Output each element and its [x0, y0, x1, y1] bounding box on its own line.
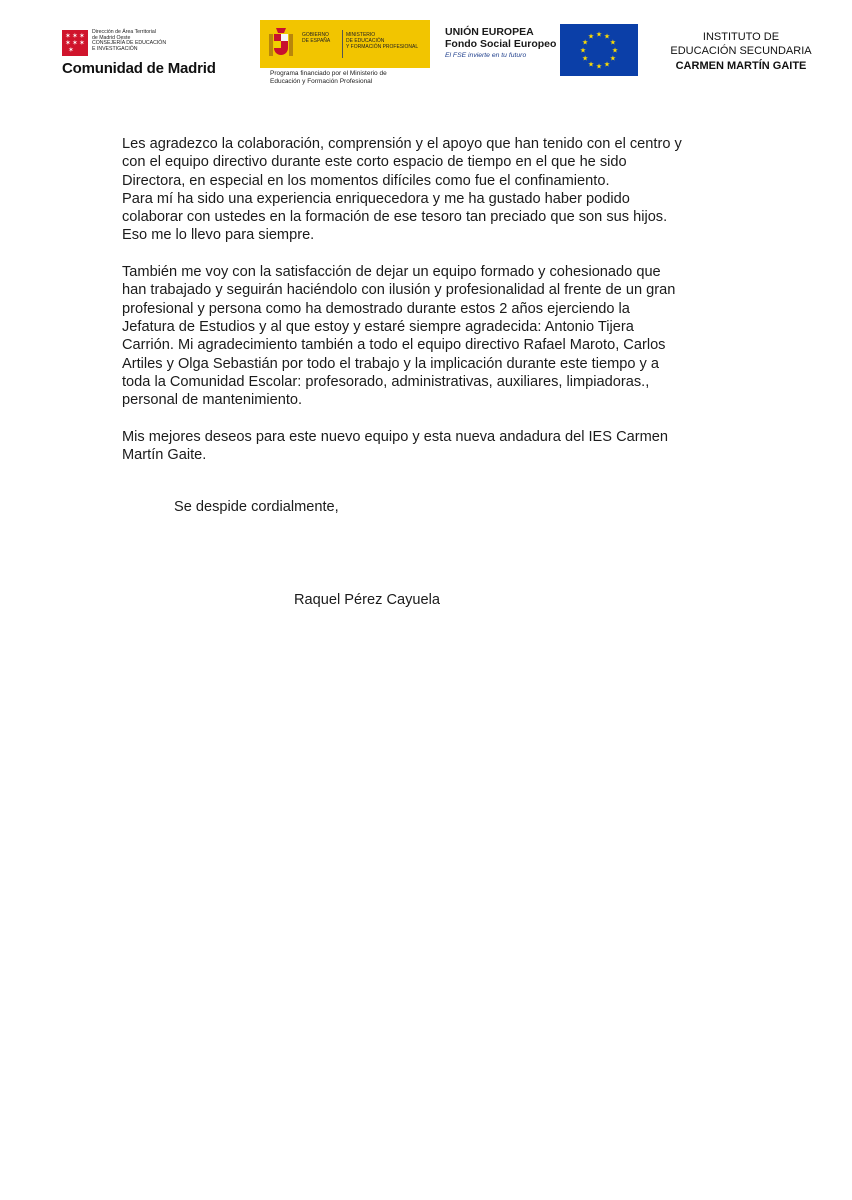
eu-flag-icon	[560, 24, 638, 76]
letter-body	[122, 135, 742, 483]
madrid-small-line: de Madrid Oeste	[92, 34, 131, 41]
eu-star-icon: ★	[595, 63, 603, 71]
eu-star-icon: ★	[609, 39, 617, 47]
eu-text-block	[445, 26, 560, 62]
text-line: Artiles y Olga Sebastián por todo el trabajo y la implicación durante este tiempo y a	[122, 355, 660, 372]
instituto-line2: EDUCACIÓN SECUNDARIA	[670, 45, 812, 57]
gobierno-logo	[260, 20, 430, 90]
madrid-small-line: E INVESTIGACIÓN	[92, 45, 138, 52]
caption-line: Educación y Formación Profesional	[270, 78, 373, 85]
text-line: Mis mejores deseos para este nuevo equipo y esta nueva andadura del IES Carmen	[122, 428, 668, 445]
text-line: con el equipo directivo durante este corto espacio de tiempo en el que he sido	[122, 154, 627, 171]
instituto-name-block	[655, 30, 827, 74]
letter-paragraph	[122, 135, 742, 245]
ministerio-text	[346, 32, 426, 50]
ministerio-line: MINISTERIO	[346, 32, 376, 38]
text-line: Para mí ha sido una experiencia enriquecedora y me ha gustado haber podido	[122, 190, 630, 207]
eu-line2: Fondo Social Europeo	[445, 38, 557, 50]
text-line: Directora, en especial en los momentos difíciles como fue el confinamiento.	[122, 172, 610, 189]
eu-star-icon: ★	[581, 39, 589, 47]
text-line: También me voy con la satisfacción de dejar un equipo formado y cohesionado que	[122, 264, 661, 281]
gobierno-banner	[260, 20, 430, 68]
spain-coat-of-arms-icon	[266, 26, 296, 62]
signature-name: Raquel Pérez Cayuela	[294, 592, 441, 608]
caption-line: Programa financiado por el Ministerio de	[270, 70, 387, 77]
instituto-line1: INSTITUTO DE	[702, 31, 780, 43]
text-line: personal de mantenimiento.	[122, 392, 303, 409]
madrid-small-line: CONSEJERÍA DE EDUCACIÓN	[92, 40, 167, 47]
text-line: toda la Comunidad Escolar: profesorado, administrativas, auxiliares, limpiadoras.,	[122, 373, 650, 390]
eu-star-icon: ★	[603, 33, 611, 41]
gobierno-line: GOBIERNO	[302, 32, 329, 38]
letterhead	[0, 0, 852, 100]
eu-line1: UNIÓN EUROPEA	[445, 26, 534, 38]
eu-star-icon: ★	[611, 47, 619, 55]
text-line: Martín Gaite.	[122, 447, 207, 464]
instituto-line3: CARMEN MARTÍN GAITE	[675, 60, 807, 72]
eu-star-icon: ★	[603, 61, 611, 69]
gobierno-text	[302, 32, 342, 44]
closing-phrase: Se despide cordialmente,	[174, 499, 339, 515]
text-line: profesional y persona como ha demostrado durante estos 2 años ejerciendo la	[122, 300, 630, 317]
text-line: Les agradezco la colaboración, comprensión y el apoyo que han tenido con el centro y	[122, 136, 682, 152]
ministerio-line: DE EDUCACIÓN	[346, 38, 385, 44]
text-line: colaborar con ustedes en la formación de ese tesoro tan preciado que son sus hijos.	[122, 209, 668, 226]
eu-star-icon: ★	[595, 31, 603, 39]
letter-paragraph	[122, 263, 742, 409]
eu-star-icon: ★	[587, 33, 595, 41]
text-line: Eso me lo llevo para siempre.	[122, 227, 315, 244]
text-line: han trabajado y seguirán haciéndolo con ilusión y profesionalidad al frente de un gran	[122, 282, 676, 299]
letter-paragraph	[122, 428, 742, 465]
eu-star-icon: ★	[581, 55, 589, 63]
gobierno-line: DE ESPAÑA	[302, 38, 331, 44]
eu-star-icon: ★	[579, 47, 587, 55]
text-line: Carrión. Mi agradecimiento también a todo el equipo directivo Rafael Maroto, Carlos	[122, 337, 666, 354]
eu-star-icon: ★	[587, 61, 595, 69]
eu-star-icon: ★	[609, 55, 617, 63]
gobierno-divider	[342, 30, 343, 58]
programa-caption	[270, 70, 430, 86]
madrid-flag-icon: ✶ ✶ ✶ ✶ ✶ ✶ ✶	[62, 30, 88, 56]
ministerio-line: Y FORMACIÓN PROFESIONAL	[346, 44, 419, 50]
madrid-small-line: Dirección de Área Territorial	[92, 29, 156, 35]
eu-tagline: El FSE invierte en tu futuro	[445, 52, 527, 59]
comunidad-madrid-logo	[62, 30, 252, 80]
text-line: Jefatura de Estudios y al que estoy y estaré siempre agradecida: Antonio Tijera	[122, 318, 634, 335]
madrid-name: Comunidad de Madrid	[62, 60, 216, 77]
madrid-department-text	[92, 30, 242, 52]
